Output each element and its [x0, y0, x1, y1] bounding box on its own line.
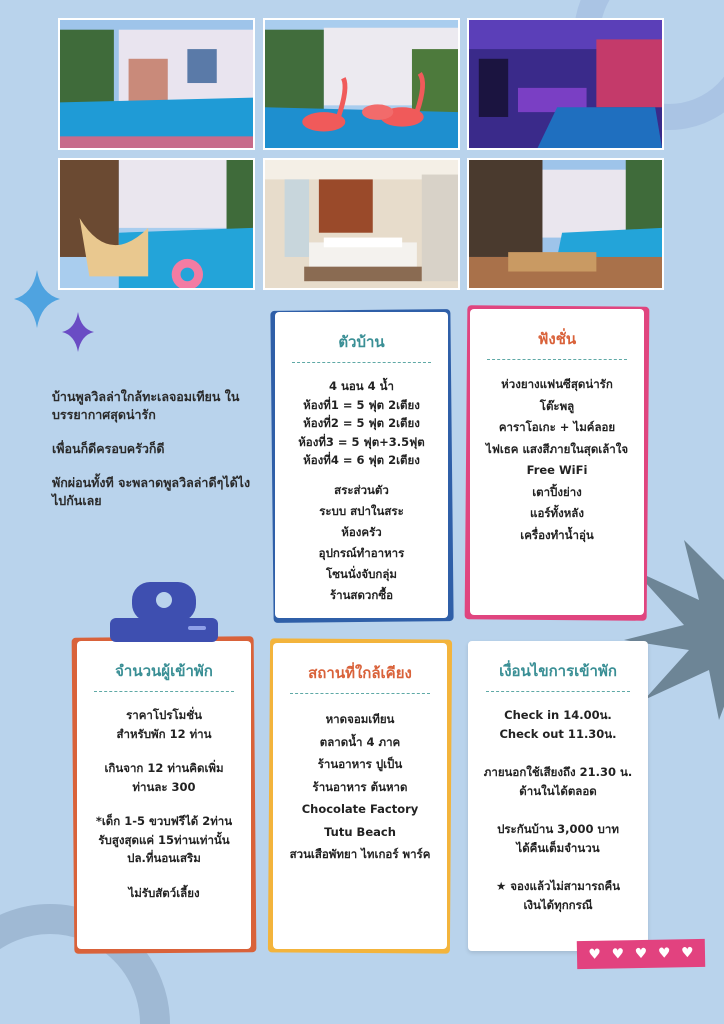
photo-hammock-pool [58, 158, 255, 290]
feature-line: ห้องครัว [341, 524, 382, 539]
feature-line: สระส่วนตัว [334, 482, 389, 497]
condition-line: เงินได้ทุกกรณี [523, 897, 593, 912]
amenity-line: เครื่องทำน้ำอุ่น [520, 527, 594, 542]
guest-info-group [77, 812, 251, 868]
photo-pool-villa [58, 18, 255, 150]
feature-line: ระบบ สปาในสระ [319, 503, 404, 518]
intro-line: เพื่อนก็ดีครอบครัวก็ดี [52, 441, 165, 456]
nearby-line: ตลาดน้ำ 4 ภาค [319, 734, 401, 749]
feature-line: อุปกรณ์ทำอาหาร [318, 545, 405, 560]
guest-info-line: ราคาโปรโมชั่น [126, 708, 202, 722]
divider [94, 691, 233, 692]
guests-title: จำนวนผู้เข้าพัก [115, 662, 213, 680]
room-line: ห้องที่1 = 5 ฟุต 2เตียง [303, 397, 420, 412]
purple-sparkle-icon [62, 312, 94, 352]
photo-karaoke-room [467, 18, 664, 150]
nearby-list [273, 708, 447, 866]
guest-info-line: ไม่รับสัตว์เลี้ยง [128, 885, 200, 900]
photo-bedroom [263, 158, 460, 290]
nearby-line: หาดจอมเทียน [325, 712, 395, 726]
condition-group [468, 763, 648, 800]
intro-line: พักผ่อนทั้งที จะพลาดพูลวิลล่าดีๆได้ไง ไปกันเลย [52, 475, 251, 508]
binder-clip-icon [108, 582, 220, 648]
house-card [275, 312, 448, 618]
condition-line: Check out 11.30น. [499, 726, 617, 741]
guest-info-line: สำหรับพัก 12 ท่าน [116, 726, 212, 741]
guest-info-line: เกินจาก 12 ท่านคิดเพิ่ม [104, 761, 224, 775]
room-line: 4 นอน 4 น้ำ [329, 379, 394, 393]
photo-pool-deck [467, 158, 664, 290]
guest-info-line: ปล.ที่นอนเสริม [127, 851, 201, 865]
hearts-tape-decoration [577, 939, 705, 969]
feature-line: ร้านสดวกซื้อ [329, 587, 394, 602]
conditions-card [468, 641, 648, 951]
feature-line: โซนนั่งจับกลุ่ม [326, 566, 397, 581]
guest-info-line: รับสูงสุดแค่ 15ท่านเท่านั้น [98, 832, 230, 847]
nearby-card [273, 643, 447, 949]
room-line: ห้องที่3 = 5 ฟุต+3.5ฟุต [298, 434, 425, 449]
nearby-title: สถานที่ใกล้เคียง [308, 664, 412, 682]
amenity-list [470, 374, 644, 546]
nearby-line: ร้านอาหาร ต้นหาด [312, 779, 408, 794]
condition-line: ★ จองแล้วไม่สามารถคืน [495, 879, 621, 893]
amenity-line: Free WiFi [526, 463, 588, 477]
amenities-card [470, 309, 644, 615]
room-line: ห้องที่2 = 5 ฟุต 2เตียง [303, 416, 420, 430]
condition-line: ประกันบ้าน 3,000 บาท [497, 822, 619, 836]
amenity-line: ห่วงยางแฟนซีสุดน่ารัก [501, 377, 613, 391]
guests-card [77, 641, 251, 949]
guest-info-group [77, 884, 251, 903]
divider [292, 362, 430, 363]
condition-group [468, 820, 648, 857]
intro-line: บ้านพูลวิลล่าใกล้ทะเลจอมเทียน ในบรรยากาศสุดน่ารัก [52, 389, 240, 422]
divider [486, 691, 630, 692]
amenity-line: เตาปิ้งย่าง [532, 484, 582, 499]
feature-list [275, 480, 448, 606]
photo-flamingo-pool [263, 18, 460, 150]
divider [290, 693, 429, 694]
blue-sparkle-icon [14, 270, 60, 328]
nearby-line: ร้านอาหาร ปูเป็น [317, 757, 403, 771]
guest-info-group [77, 706, 251, 743]
heart-icon: ♥ [588, 946, 602, 963]
nearby-line: สวนเสือพัทยา ไทเกอร์ พาร์ค [289, 847, 431, 861]
condition-group [468, 706, 648, 743]
condition-line: ได้คืนเต็มจำนวน [516, 840, 600, 855]
guest-info-line: ท่านละ 300 [132, 779, 196, 794]
intro-text [52, 388, 262, 526]
heart-icon: ♥ [657, 945, 671, 962]
heart-icon: ♥ [634, 945, 648, 963]
conditions-title: เงื่อนไขการเข้าพัก [499, 662, 617, 680]
condition-line: Check in 14.00น. [504, 708, 612, 722]
amenities-title: ฟังชั่น [537, 330, 577, 348]
amenity-line: โต๊ะพลู [539, 398, 575, 413]
amenity-line: แอร์ทั้งหลัง [530, 506, 584, 520]
amenity-line: ไฟเธค แสงสีภายในสุดเล้าใจ [485, 441, 629, 456]
guest-info-line: *เด็ก 1-5 ขวบฟรีได้ 2ท่าน [95, 814, 233, 828]
room-line: ห้องที่4 = 6 ฟุต 2เตียง [303, 453, 420, 467]
condition-line: ภายนอกใช้เสียงถึง 21.30 น. [483, 765, 633, 779]
room-list [275, 377, 448, 470]
nearby-line: Tutu Beach [324, 824, 396, 839]
house-title: ตัวบ้าน [338, 333, 385, 351]
heart-icon: ♥ [611, 946, 625, 963]
divider [487, 359, 626, 360]
amenity-line: คาราโอเกะ + ไมค์ลอย [498, 420, 616, 434]
condition-line: ด้านในได้ตลอด [519, 783, 597, 798]
heart-icon: ♥ [680, 945, 694, 962]
guest-info-group [77, 759, 251, 796]
nearby-line: Chocolate Factory [301, 802, 419, 816]
condition-group [468, 877, 648, 914]
